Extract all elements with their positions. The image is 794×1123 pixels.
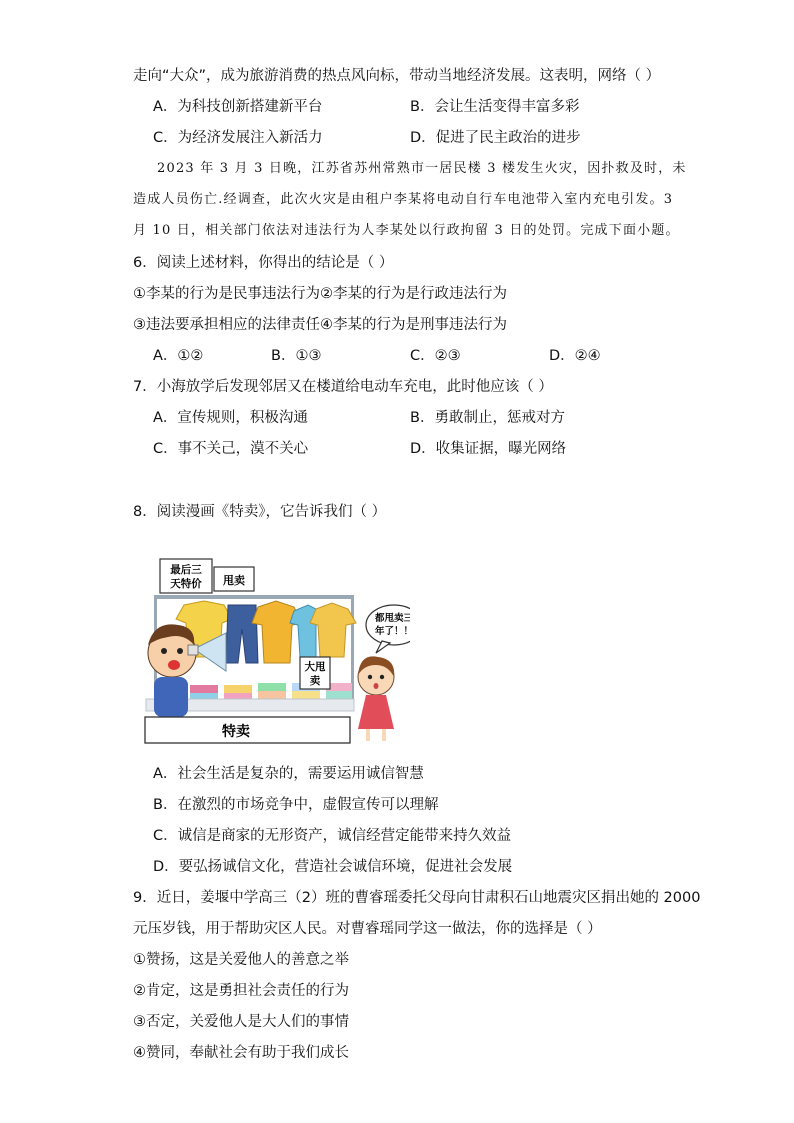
sign2-text: 甩卖 [223,574,245,587]
q9-stem: 元压岁钱，用于帮助灾区人民。对曹睿瑶同学这一做法，你的选择是（ ） [133,921,602,937]
bubble-line2: 年了！！ [374,626,410,637]
q9-statement: ③否定，关爱他人是大人们的事情 [133,1014,349,1030]
bubble-line1: 都甩卖三 [374,613,410,624]
q9-statement: ④赞同，奉献社会有助于我们成长 [133,1045,349,1061]
q9-statement: ①赞扬，这是关爱他人的善意之举 [133,952,349,968]
q7-stem: 7．小海放学后发现邻居又在楼道给电动车充电，此时他应该（ ） [133,379,553,395]
q6-stem: 6．阅读上述材料，你得出的结论是（ ） [133,255,394,271]
q8-option-d[interactable]: D．要弘扬诚信文化，营造社会诚信环境，促进社会发展 [153,859,513,875]
q9-stem: 9．近日，姜堰中学高三（2）班的曹睿瑶委托父母向甘肃积石山地震灾区捐出她的 2000 [133,890,701,906]
jeans [226,605,258,663]
speech-bubble [366,605,410,645]
q8-stem: 8．阅读漫画《特卖》，它告诉我们（ ） [133,504,387,520]
material-line: 造成人员伤亡.经调查，此次火灾是由租户李某将电动自行车电池带入室内充电引发。3 [133,192,674,207]
material-line: 2023 年 3 月 3 日晚，江苏省苏州常熟市一居民楼 3 楼发生火灾，因扑救及时，未 [157,161,687,176]
q5-option-b[interactable]: B．会让生活变得丰富多彩 [410,99,580,115]
boy-shirt [154,677,188,717]
girl-dress [358,695,394,729]
q8-option-a[interactable]: A．社会生活是复杂的，需要运用诚信智慧 [153,766,424,782]
q6-option-d[interactable]: D．②④ [549,348,601,364]
q9-statement: ②肯定，这是勇担社会责任的行为 [133,983,349,999]
q7-option-b[interactable]: B．勇敢制止，惩戒对方 [410,410,565,426]
q6-option-a[interactable]: A．①② [153,348,204,364]
q7-option-a[interactable]: A．宣传规则，积极沟通 [153,410,308,426]
q5-option-a[interactable]: A．为科技创新搭建新平台 [153,99,323,115]
sign1-line1: 最后三 [170,564,202,576]
q5-option-d[interactable]: D．促进了民主政治的进步 [410,130,581,146]
material-line: 月 10 日，相关部门依法对违法行为人李某处以行政拘留 3 日的处罚。完成下面小题。 [133,223,680,238]
q6-option-b[interactable]: B．①③ [271,348,322,364]
q7-option-d[interactable]: D．收集证据，曝光网络 [410,441,567,457]
clothes-rack [154,595,354,599]
q6-option-c[interactable]: C．②③ [410,348,461,364]
sign3-line2: 卖 [309,675,321,687]
q5-option-c[interactable]: C．为经济发展注入新活力 [153,130,323,146]
q8-option-b[interactable]: B．在激烈的市场竞争中，虚假宣传可以理解 [153,797,439,813]
shirt-yellow-2 [310,603,356,657]
counter-label: 特卖 [222,724,250,740]
q6-statement: ③违法要承担相应的法律责任④李某的行为是刑事违法行为 [133,317,507,333]
q5-stem: 走向“大众”，成为旅游消费的热点风向标，带动当地经济发展。这表明，网络（ ） [133,68,661,84]
q8-option-c[interactable]: C．诚信是商家的无形资产，诚信经营定能带来持久效益 [153,828,512,844]
cartoon-special-sale [144,553,410,745]
q7-option-c[interactable]: C．事不关己，漠不关心 [153,441,309,457]
sign1-line2: 天特价 [170,578,202,590]
sign3-line1: 大甩 [304,661,326,673]
q6-statement: ①李某的行为是民事违法行为②李某的行为是行政违法行为 [133,286,507,302]
